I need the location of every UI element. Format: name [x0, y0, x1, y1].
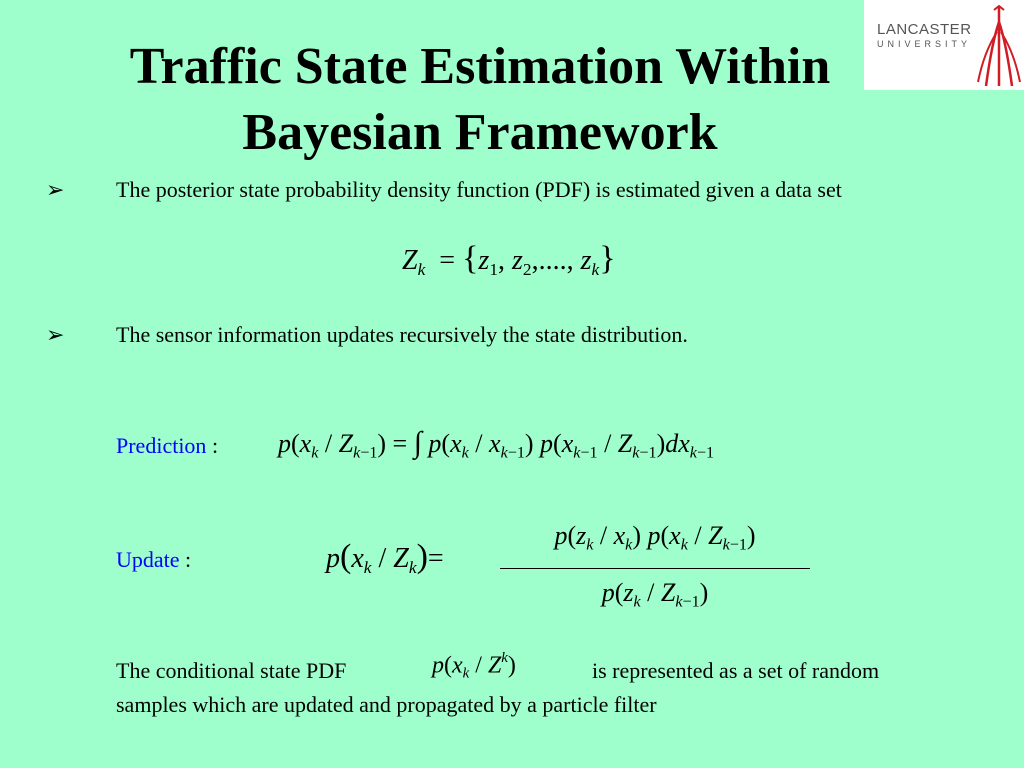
slide-title: [60, 34, 900, 166]
title-line-1: Traffic State Estimation Within: [129, 38, 831, 95]
update-numerator: $p(z_k / x_k)$ $p(x_k / Z_{k-1})$: [554, 521, 756, 554]
logo-line-2: UNIVERSITY: [877, 39, 972, 49]
lancaster-crest-icon: [976, 2, 1022, 88]
prediction-label: Prediction: [116, 433, 207, 458]
update-colon: :: [179, 547, 192, 572]
conditional-text-line1-right: is represented as a set of random: [592, 658, 880, 683]
prediction-equation: $p(x_k / Z_{k-1})$ = ∫ $p(x_k / x_{k-1})$ $p(x_{k-1} / Z_{k-1})dx_{k-1}$: [278, 426, 715, 462]
prediction-label-row: [116, 430, 218, 461]
dataset-equation: $Z_k = \{z_1$, $z_2$,...., $z_k$}: [402, 240, 616, 280]
arrow-bullet-icon: ➢: [46, 322, 65, 347]
update-lhs: $p(x_k / Z_k)=$: [326, 538, 444, 578]
conditional-text-line2: samples which are updated and propagated by a particle filter: [116, 692, 657, 717]
prediction-colon: :: [206, 433, 219, 458]
update-label: Update: [116, 547, 180, 572]
update-label-row: [116, 544, 191, 575]
arrow-bullet-icon: ➢: [46, 177, 65, 202]
update-denominator: $p(z_k / Z_{k-1})$: [601, 578, 709, 611]
update-fraction: [500, 516, 810, 623]
bullet-text-2: The sensor information updates recursively the state distribution.: [116, 322, 688, 347]
bullet-text-1: The posterior state probability density function (PDF) is estimated given a data set: [116, 177, 842, 202]
title-line-2: Bayesian Framework: [242, 104, 718, 161]
conditional-text-line1-left: The conditional state PDF: [116, 658, 347, 683]
conditional-pdf-equation: $p(x_k / Z^k)$: [432, 650, 516, 682]
logo-line-1: LANCASTER: [877, 21, 972, 38]
fraction-bar: [500, 568, 810, 570]
